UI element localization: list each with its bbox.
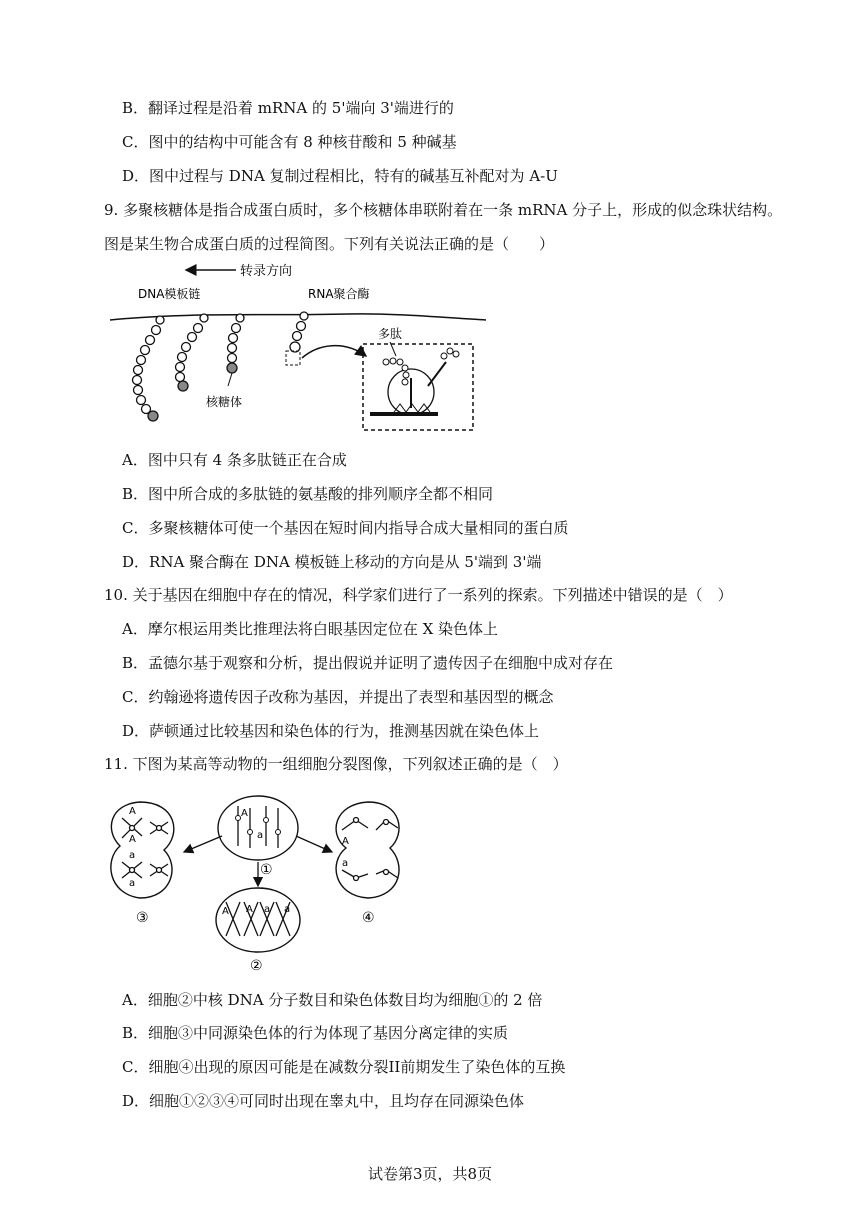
zoom-arrow [302, 346, 366, 358]
q11-option-d: D．细胞①②③④可同时出现在睾丸中，且均存在同源染色体 [122, 1092, 525, 1110]
q9-option-a: A．图中只有 4 条多肽链正在合成 [122, 451, 347, 469]
arrow-to-cell-4 [296, 836, 332, 852]
q9-stem-line2: 图是某生物合成蛋白质的过程简图。下列有关说法正确的是（ ） [104, 235, 555, 253]
cell-3-label: ③ [136, 910, 149, 926]
gene-A: A [241, 808, 248, 819]
q10-option-b: B．孟德尔基于观察和分析，提出假说并证明了遗传因子在细胞中成对存在 [122, 654, 614, 672]
cell-4 [336, 802, 399, 898]
q8-option-d: D．图中过程与 DNA 复制过程相比，特有的碱基互补配对为 A-U [122, 167, 558, 185]
q10-option-a: A．摩尔根运用类比推理法将白眼基因定位在 X 染色体上 [122, 620, 499, 638]
q8-option-b: B．翻译过程是沿着 mRNA 的 5'端向 3'端进行的 [122, 99, 454, 117]
cell-2-label: ② [250, 958, 263, 974]
rnap-label: RNA聚合酶 [308, 287, 370, 301]
cell-1-label: ① [260, 862, 273, 878]
dna-template-strand [110, 314, 486, 320]
q11-option-a: A．细胞②中核 DNA 分子数目和染色体数目均为细胞①的 2 倍 [122, 991, 543, 1009]
q9-option-b: B．图中所合成的多肽链的氨基酸的排列顺序全都不相同 [122, 485, 494, 503]
gene-a: a [129, 878, 136, 889]
cell-2 [216, 888, 300, 952]
q11-option-b: B．细胞③中同源染色体的行为体现了基因分离定律的实质 [122, 1024, 509, 1042]
q9-stem-line1: 9. 多聚核糖体是指合成蛋白质时，多个核糖体串联附着在一条 mRNA 分子上，形成的似念珠状结构。 [104, 201, 783, 219]
q11-stem: 11. 下图为某高等动物的一组细胞分裂图像，下列叙述正确的是（ ） [104, 755, 568, 773]
gene-a: a [284, 904, 291, 915]
gene-A: A [222, 906, 229, 917]
gene-a: a [257, 830, 264, 841]
q9-figure [108, 258, 488, 436]
gene-A: A [246, 904, 253, 915]
gene-A: A [129, 834, 136, 845]
cell-3 [111, 802, 174, 898]
q9-option-c: C．多聚核糖体可使一个基因在短时间内指导合成大量相同的蛋白质 [122, 519, 569, 537]
q10-stem: 10. 关于基因在细胞中存在的情况，科学家们进行了一系列的探索。下列描述中错误的是（ ） [104, 586, 733, 604]
q9-option-d: D．RNA 聚合酶在 DNA 模板链上移动的方向是从 5'端到 3'端 [122, 553, 542, 571]
q10-option-c: C．约翰逊将遗传因子改称为基因，并提出了表型和基因型的概念 [122, 688, 554, 706]
mrna-strand-zoom [370, 412, 438, 416]
cell-4-label: ④ [362, 910, 375, 926]
mrna-chain-3 [227, 314, 244, 373]
gene-A: A [342, 836, 349, 847]
dna-label: DNA模板链 [138, 287, 201, 301]
gene-a: a [342, 858, 349, 869]
ribosome-label: 核糖体 [206, 395, 243, 409]
mrna-chain-4 [290, 312, 308, 352]
page-footer: 试卷第3页，共8页 [367, 1165, 493, 1183]
mrna-chain-1 [133, 316, 165, 421]
zoom-source-box [286, 351, 300, 365]
gene-a: a [264, 904, 271, 915]
gene-A: A [129, 806, 136, 817]
q8-option-c: C．图中的结构中可能含有 8 种核苷酸和 5 种碱基 [122, 133, 457, 151]
gene-a: a [129, 850, 136, 861]
q10-option-d: D．萨顿通过比较基因和染色体的行为，推测基因就在染色体上 [122, 722, 540, 740]
q11-option-c: C．细胞④出现的原因可能是在减数分裂II前期发生了染色体的互换 [122, 1058, 566, 1076]
cell-1 [218, 796, 298, 860]
peptide-label: 多肽 [378, 327, 403, 341]
arrow-to-cell-3 [184, 836, 222, 852]
mrna-chain-2 [176, 314, 209, 391]
direction-label: 转录方向 [240, 264, 293, 279]
q11-figure [100, 790, 420, 975]
